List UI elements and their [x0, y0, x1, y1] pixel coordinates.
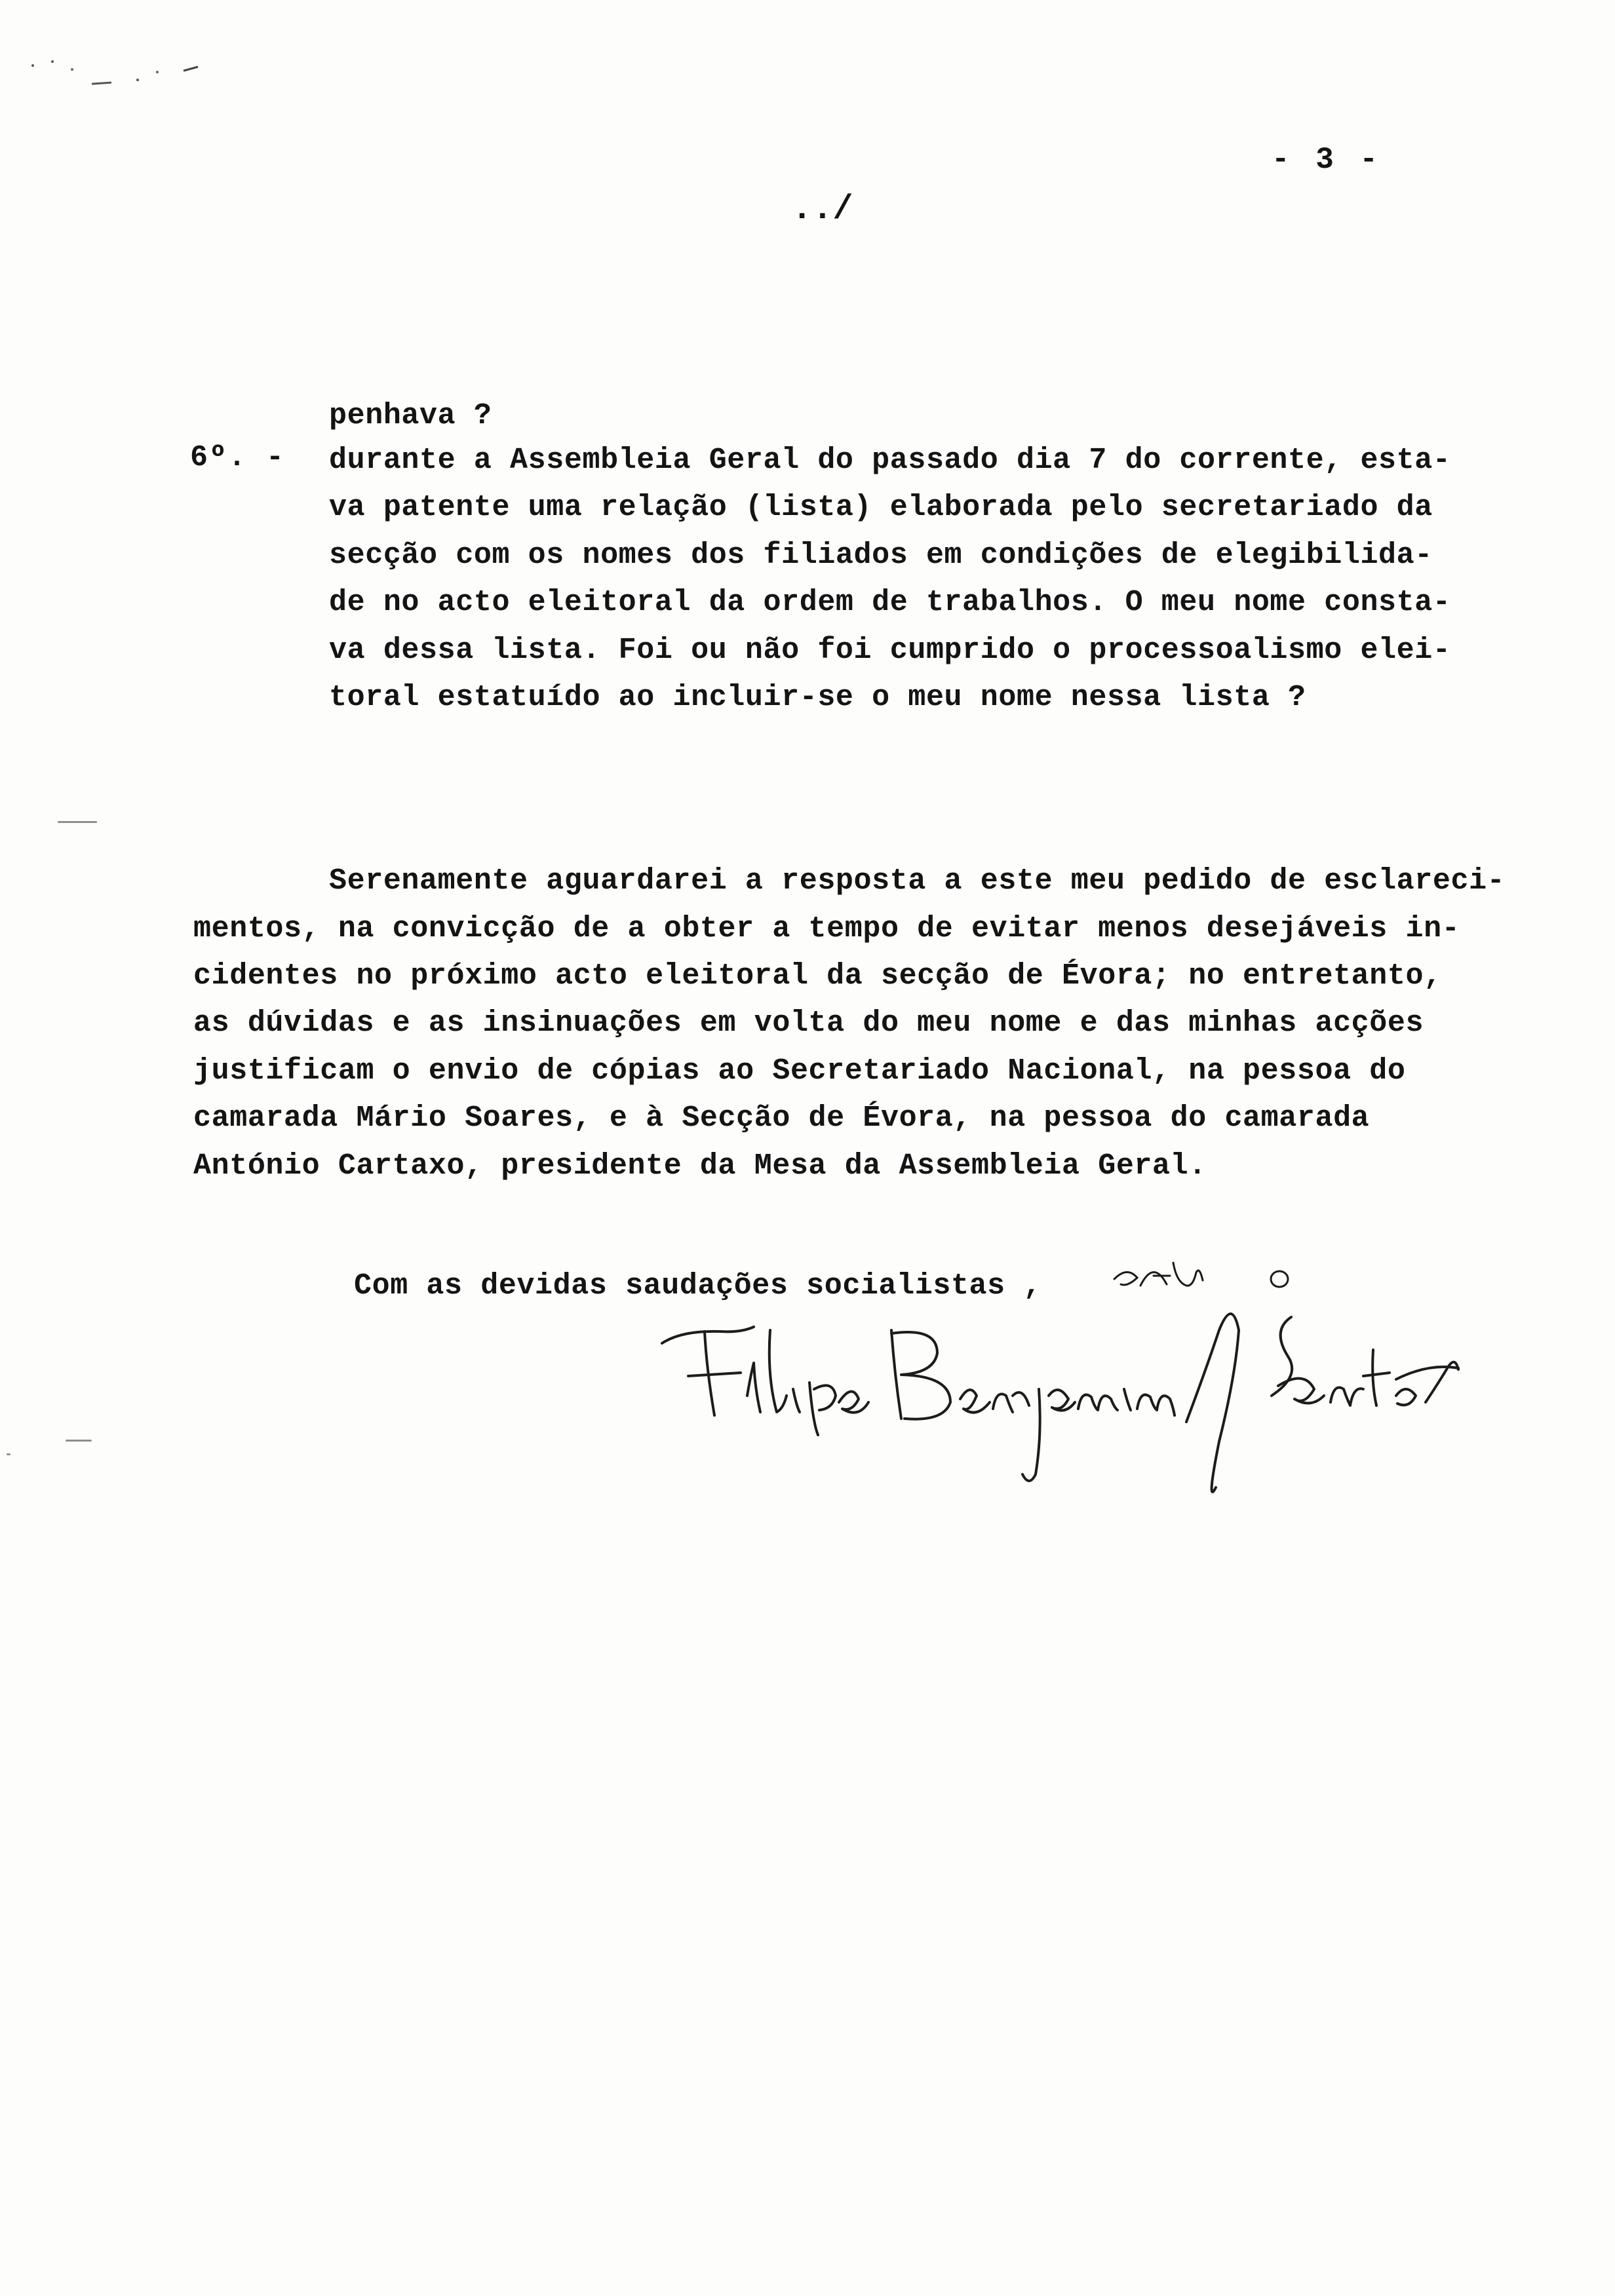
salutation: Com as devidas saudações socialistas , — [354, 1269, 1041, 1303]
closing-line: cidentes no próximo acto eleitoral da secção de Évora; no entretanto, — [193, 959, 1442, 993]
item6-line: durante a Assembleia Geral do passado dia 7 do corrente, esta- — [329, 444, 1451, 477]
margin-mark — [58, 821, 97, 823]
preceding-line: penhava ? — [329, 399, 492, 432]
margin-mark — [7, 1453, 10, 1455]
item-number: 6º. - — [190, 441, 286, 474]
continuation-mark: ../ — [792, 190, 853, 229]
closing-line: mentos, na convicção de a obter a tempo de evitar menos desejáveis in- — [193, 912, 1460, 946]
closing-line: António Cartaxo, presidente da Mesa da Assembleia Geral. — [193, 1149, 1207, 1183]
margin-mark — [66, 1440, 92, 1442]
item6-line: de no acto eleitoral da ordem de trabalhos. O meu nome consta- — [329, 586, 1451, 619]
closing-line: camarada Mário Soares, e à Secção de Évora, na pessoa do camarada — [193, 1101, 1370, 1135]
scan-specks — [26, 52, 210, 92]
signature — [642, 1291, 1468, 1514]
closing-line: justificam o envio de cópias ao Secretariado Nacional, na pessoa do — [193, 1054, 1406, 1088]
closing-line: as dúvidas e as insinuações em volta do meu nome e das minhas acções — [193, 1006, 1424, 1040]
item6-line: toral estatuído ao incluir-se o meu nome nessa lista ? — [329, 681, 1306, 714]
item6-line: va patente uma relação (lista) elaborada pelo secretariado da — [329, 491, 1433, 524]
closing-line: Serenamente aguardarei a resposta a este meu pedido de esclareci- — [329, 864, 1506, 898]
item6-line: secção com os nomes dos filiados em condições de elegibilida- — [329, 539, 1433, 572]
page-number: - 3 - — [1272, 143, 1382, 177]
item6-line: va dessa lista. Foi ou não foi cumprido o processoalismo elei- — [329, 634, 1451, 667]
